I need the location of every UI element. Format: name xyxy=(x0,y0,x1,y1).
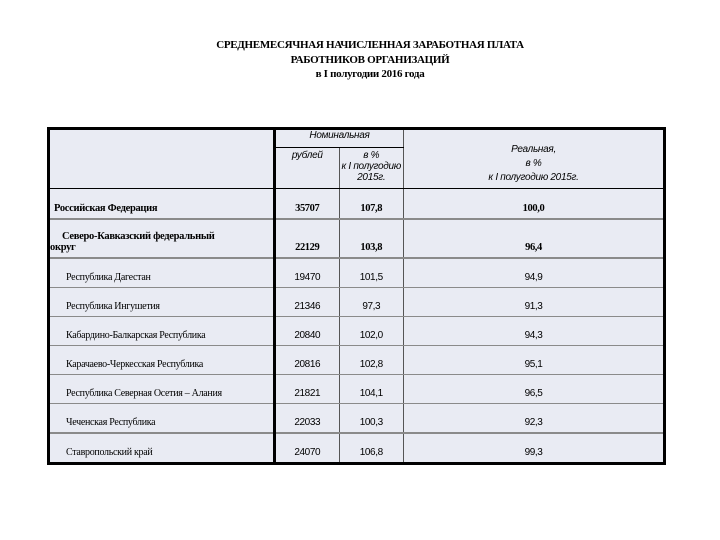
region-name: Чеченская Республика xyxy=(49,404,275,434)
region-name: Республика Дагестан xyxy=(49,258,275,288)
title-line-3: в I полугодии 2016 года xyxy=(315,68,425,80)
header-real-line-1: Реальная, xyxy=(511,144,556,155)
real-pct-value: 99,3 xyxy=(524,447,543,458)
header-pct-line-2: к I полугодию 2015г. xyxy=(341,161,402,183)
region-name: Республика Северная Осетия – Алания xyxy=(49,375,275,404)
table-row xyxy=(49,404,665,434)
region-name xyxy=(49,219,275,258)
region-name: Российская Федерация xyxy=(49,189,275,220)
table-row-russian-federation xyxy=(49,189,665,220)
table-row-north-caucasus-fd xyxy=(49,219,665,258)
rubles-value: 35707 xyxy=(275,189,340,220)
real-pct-value: 96,5 xyxy=(404,375,665,404)
nominal-pct-value: 107,8 xyxy=(339,189,404,220)
rubles-value: 19470 xyxy=(275,258,340,288)
rubles-value: 20816 xyxy=(275,346,340,375)
header-nominal-pct xyxy=(339,148,404,189)
region-name: Ставропольский край xyxy=(49,433,275,464)
nominal-pct-value: 100,3 xyxy=(339,404,404,434)
table-row xyxy=(49,433,665,464)
title-line-2: РАБОТНИКОВ ОРГАНИЗАЦИЙ xyxy=(290,53,450,66)
region-name-line-2: округ xyxy=(50,242,76,253)
salary-table xyxy=(47,127,666,465)
nominal-pct-value: 102,0 xyxy=(339,317,404,346)
header-row-1 xyxy=(49,129,665,148)
nominal-pct-value: 97,3 xyxy=(339,288,404,317)
table-row xyxy=(49,375,665,404)
header-real-line-2: в % xyxy=(525,158,542,169)
real-pct-value: 95,1 xyxy=(404,346,665,375)
header-region-cell xyxy=(49,129,275,189)
rubles-value: 22129 xyxy=(275,219,340,258)
real-pct-value: 100,0 xyxy=(404,189,665,220)
table-row xyxy=(49,288,665,317)
real-pct-value: 94,9 xyxy=(404,258,665,288)
rubles-value: 20840 xyxy=(275,317,340,346)
table-row xyxy=(49,317,665,346)
header-rubles: рублей xyxy=(275,148,340,189)
header-real xyxy=(404,129,665,189)
table-row xyxy=(49,258,665,288)
real-pct-value: 94,3 xyxy=(404,317,665,346)
header-nominal: Номинальная xyxy=(275,129,404,148)
nominal-pct-value: 103,8 xyxy=(339,219,404,258)
nominal-pct-value: 106,8 xyxy=(339,433,404,464)
nominal-pct-value: 104,1 xyxy=(339,375,404,404)
document-title xyxy=(0,38,720,82)
real-pct-value: 91,3 xyxy=(404,288,665,317)
region-name: Республика Ингушетия xyxy=(49,288,275,317)
nominal-pct-value: 101,5 xyxy=(339,258,404,288)
header-real-line-3: к I полугодию 2015г. xyxy=(488,172,579,183)
region-name: Карачаево-Черкесская Республика xyxy=(49,346,275,375)
rubles-value: 21346 xyxy=(275,288,340,317)
region-name: Кабардино-Балкарская Республика xyxy=(49,317,275,346)
rubles-value: 24070 xyxy=(275,433,340,464)
rubles-value: 22033 xyxy=(275,404,340,434)
real-pct-value: 96,4 xyxy=(404,219,665,258)
title-line-1: СРЕДНЕМЕСЯЧНАЯ НАЧИСЛЕННАЯ ЗАРАБОТНАЯ ПЛАТА xyxy=(216,39,524,51)
real-pct-value: 92,3 xyxy=(404,404,665,434)
header-pct-line-1: в % xyxy=(363,150,380,161)
region-name-line-1: Северо-Кавказский федеральный xyxy=(62,231,215,242)
rubles-value: 21821 xyxy=(275,375,340,404)
nominal-pct-value: 102,8 xyxy=(339,346,404,375)
table-row xyxy=(49,346,665,375)
